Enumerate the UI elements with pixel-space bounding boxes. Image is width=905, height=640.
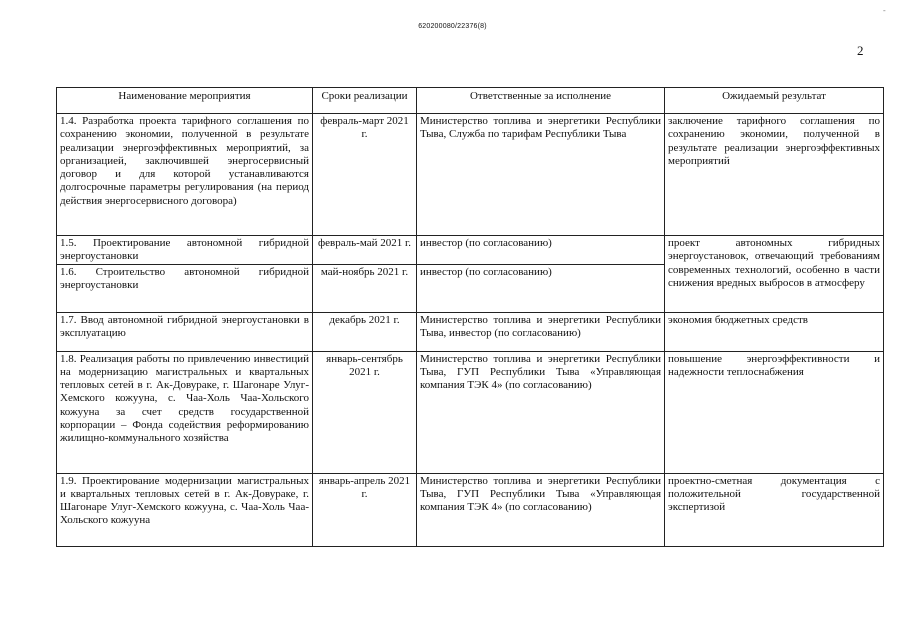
header-name: Наименование мероприятия <box>57 88 313 114</box>
measure-name: 1.8. Реализация работы по привлечению инвестиций на модернизацию магистральных и квартальных тепловых сетей в г. Ак-Довураке, г. Шагонаре Улуг-Хемского кожууна, с. Чаа-Холь Чаа-Хольского кожууна за счет средств государственной корпорации – Фонда содействия реформированию жилищно-коммунального хозяйства <box>57 351 313 473</box>
measure-responsible: Министерство топлива и энергетики Республики Тыва, инвестор (по согласованию) <box>417 312 665 351</box>
table-row <box>57 351 884 473</box>
measure-result: повышение энергоэффективности и надежности теплоснабжения <box>665 351 884 473</box>
measure-name: 1.7. Ввод автономной гибридной энергоустановки в эксплуатацию <box>57 312 313 351</box>
measure-responsible: Министерство топлива и энергетики Республики Тыва, Служба по тарифам Республики Тыва <box>417 114 665 236</box>
document-code: 620200080/22376(8) <box>418 23 487 30</box>
corner-mark: - <box>883 6 886 15</box>
measures-table <box>56 87 884 547</box>
measure-term: февраль-март 2021 г. <box>313 114 417 236</box>
table-row <box>57 312 884 351</box>
measure-result: экономия бюджетных средств <box>665 312 884 351</box>
measure-result: проект автономных гибридных энергоустановок, отвечающий требованиям современных технологий, особенно в части снижения вредных выбросов в атмосферу <box>665 236 884 313</box>
measure-responsible: инвестор (по согласованию) <box>417 236 665 265</box>
header-term: Сроки реализации <box>313 88 417 114</box>
measure-name: 1.6. Строительство автономной гибридной энергоустановки <box>57 264 313 312</box>
header-result: Ожидаемый результат <box>665 88 884 114</box>
measure-responsible: Министерство топлива и энергетики Республики Тыва, ГУП Республики Тыва «Управляющая компания ТЭК 4» (по согласованию) <box>417 351 665 473</box>
table-header-row <box>57 88 884 114</box>
table-row <box>57 473 884 546</box>
measure-responsible: Министерство топлива и энергетики Республики Тыва, ГУП Республики Тыва «Управляющая компания ТЭК 4» (по согласованию) <box>417 473 665 546</box>
measure-name: 1.9. Проектирование модернизации магистральных и квартальных тепловых сетей в г. Ак-Довураке, г. Шагонаре Улуг-Хемского кожууна, с. Чаа-Холь Чаа-Хольского кожууна <box>57 473 313 546</box>
measure-term: декабрь 2021 г. <box>313 312 417 351</box>
measure-term: май-ноябрь 2021 г. <box>313 264 417 312</box>
measure-name: 1.5. Проектирование автономной гибридной энергоустановки <box>57 236 313 265</box>
measure-term: февраль-май 2021 г. <box>313 236 417 265</box>
table-row <box>57 236 884 265</box>
header-responsible: Ответственные за исполнение <box>417 88 665 114</box>
measure-term: январь-апрель 2021 г. <box>313 473 417 546</box>
table-row <box>57 114 884 236</box>
measure-result: заключение тарифного соглашения по сохранению экономии, полученной в результате реализации энергоэффективных мероприятий <box>665 114 884 236</box>
measure-responsible: инвестор (по согласованию) <box>417 264 665 312</box>
measure-name: 1.4. Разработка проекта тарифного соглашения по сохранению экономии, полученной в результате реализации энергоэффективных мероприятий, за организацией, заключившей энергосервисный договор и для которой устанавливаются долгосрочные параметры регулирования (на период действия энергосервисного договора) <box>57 114 313 236</box>
page-number: 2 <box>857 43 864 58</box>
measure-result: проектно-сметная документация с положительной государственной экспертизой <box>665 473 884 546</box>
measure-term: январь-сентябрь 2021 г. <box>313 351 417 473</box>
